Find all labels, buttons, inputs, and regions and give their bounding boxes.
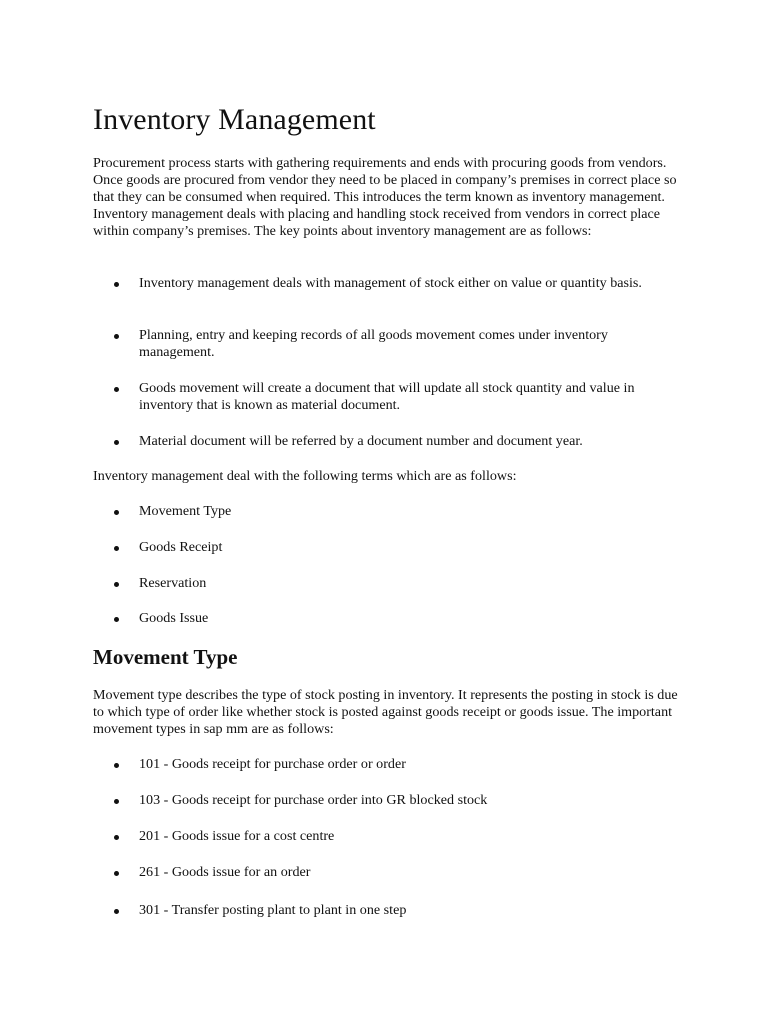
bullet-icon	[114, 546, 119, 551]
bullet-icon	[114, 835, 119, 840]
bullet-icon	[114, 799, 119, 804]
page-title: Inventory Management	[93, 103, 376, 136]
bullet-icon	[114, 763, 119, 768]
list-item-text: Movement Type	[139, 503, 232, 519]
bullet-icon	[114, 440, 119, 445]
list-item-text: 301 - Transfer posting plant to plant in one step	[139, 902, 407, 918]
list-item-text: Planning, entry and keeping records of all goods movement comes under inventory management.	[139, 327, 608, 360]
list-item-text: Inventory management deals with management of stock either on value or quantity basis.	[139, 275, 642, 291]
bullet-icon	[114, 909, 119, 914]
section-paragraph: Movement type describes the type of stock posting in inventory. It represents the posting in stock is due to which type of order like whether stock is posted against goods receipt or goods issue. The important movement types in sap mm are as follows:	[93, 687, 678, 737]
list-item-text: Reservation	[139, 575, 207, 591]
bullet-icon	[114, 617, 119, 622]
bullet-icon	[114, 334, 119, 339]
list-item-text: 101 - Goods receipt for purchase order or order	[139, 756, 406, 772]
bullet-icon	[114, 871, 119, 876]
section-title: Movement Type	[93, 645, 238, 669]
bullet-icon	[114, 510, 119, 515]
bullet-icon	[114, 282, 119, 287]
list-item-text: Material document will be referred by a document number and document year.	[139, 433, 583, 449]
bullet-icon	[114, 582, 119, 587]
list-item-text: Goods Issue	[139, 610, 209, 626]
list-item-text: 261 - Goods issue for an order	[139, 864, 311, 880]
list-item-text: Goods movement will create a document that will update all stock quantity and value in inventory that is known as material document.	[139, 380, 635, 413]
intro-paragraph: Procurement process starts with gathering requirements and ends with procuring goods from vendors. Once goods are procured from vendor they need to be placed in company’s premises in correct place so that they can be consumed when required. This introduces the term known as inventory management. Inventory management deals with placing and handling stock received from vendors in correct place within company’s premises. The key points about inventory management are as follows:	[93, 155, 677, 239]
list-item-text: 103 - Goods receipt for purchase order into GR blocked stock	[139, 792, 488, 808]
list-item-text: Goods Receipt	[139, 539, 223, 555]
bullet-icon	[114, 387, 119, 392]
terms-intro-paragraph: Inventory management deal with the following terms which are as follows:	[93, 468, 517, 484]
list-item-text: 201 - Goods issue for a cost centre	[139, 828, 335, 844]
